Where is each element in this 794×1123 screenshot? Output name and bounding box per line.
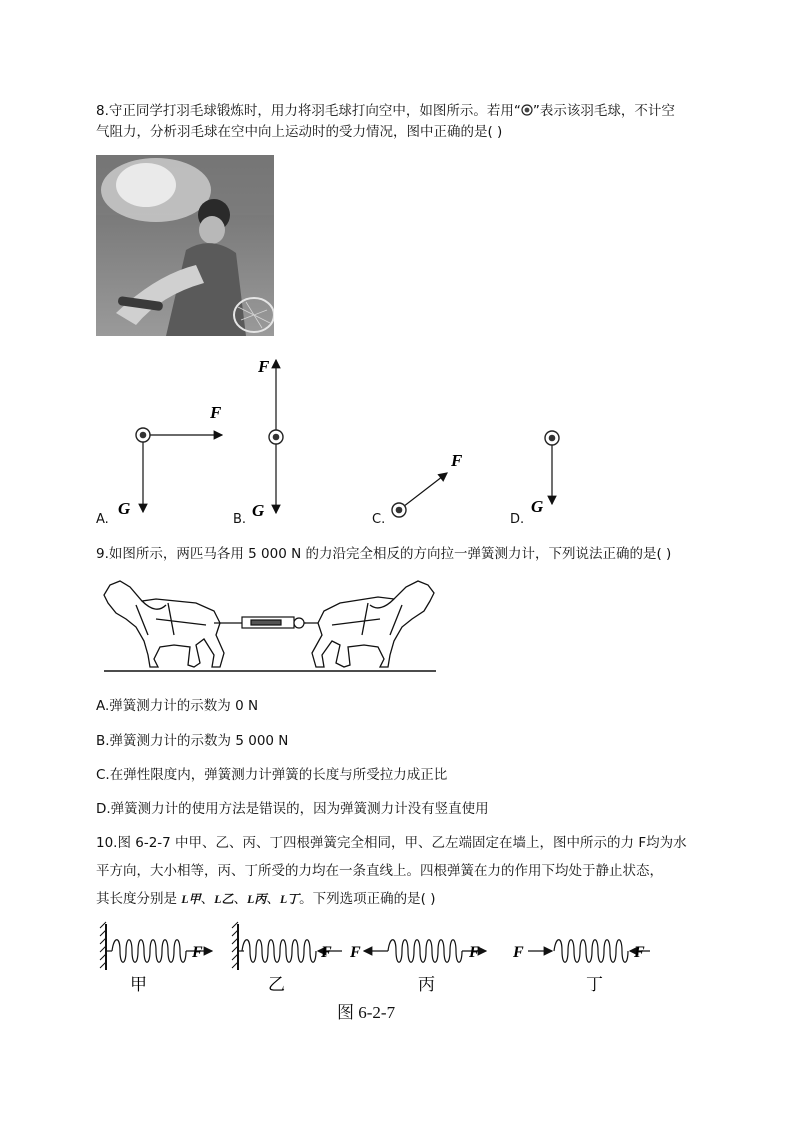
q9-option-a[interactable]: A.弹簧测力计的示数为 0 N	[96, 698, 259, 714]
force-g-label: G	[252, 501, 265, 520]
force-f-label: F	[634, 944, 645, 961]
spring-scale	[214, 617, 328, 628]
q9-option-d[interactable]: D.弹簧测力计的使用方法是错误的，因为弹簧测力计没有竖直使用	[96, 801, 489, 817]
left-horse	[104, 581, 224, 667]
force-f-label: F	[258, 357, 270, 376]
option-d-label[interactable]: D.	[510, 512, 525, 527]
q10-stem-line3-prefix: 其长度分别是	[96, 891, 182, 907]
length-l-jia: L甲	[181, 892, 201, 906]
q8-stem-line2: 气阻力，分析羽毛球在空中向上运动时的受力情况，图中正确的是( )	[96, 124, 503, 140]
force-f-label: F	[321, 944, 332, 961]
figure-caption: 图 6-2-7	[337, 1003, 396, 1022]
right-horse	[312, 581, 434, 667]
force-f-label: F	[469, 944, 480, 961]
q8-stem-part1: 8.守正同学打羽毛球锻炼时，用力将羽毛球打向空中，如图所示。若用“	[96, 103, 521, 119]
option-b-label[interactable]: B.	[233, 512, 247, 527]
shuttlecock-icon	[269, 430, 283, 444]
shuttlecock-icon	[392, 503, 406, 517]
horses-figure	[96, 575, 441, 675]
springs-figure	[96, 920, 666, 1000]
spring-label-jia: 甲	[130, 975, 147, 994]
spring-label-bing: 丙	[418, 975, 435, 994]
force-f-label: F	[350, 944, 361, 961]
q8-stem-part2: ”表示该羽毛球，不计空	[532, 103, 675, 119]
q10-stem-line1: 10.图 6-2-7 中甲、乙、丙、丁四根弹簧完全相同，甲、乙左端固定在墙上，图中所示的力 F均为水	[96, 835, 687, 851]
option-b-diagram[interactable]	[252, 357, 283, 520]
force-f-label: F	[513, 944, 524, 961]
q10-stem-line2: 平方向，大小相等，丙、丁所受的力均在一条直线上。四根弹簧在力的作用下均处于静止状态，	[96, 863, 663, 879]
shuttlecock-icon	[521, 102, 533, 122]
option-c-diagram[interactable]	[392, 451, 463, 517]
force-f-label: F	[210, 403, 222, 422]
shuttlecock-icon	[545, 431, 559, 445]
q9-stem: 9.如图所示，两匹马各用 5 000 N 的力沿完全相反的方向拉一弹簧测力计，下列说法正确的是( )	[96, 546, 672, 562]
option-a-label[interactable]: A.	[96, 512, 109, 527]
badminton-photo	[96, 155, 274, 336]
option-a-diagram[interactable]	[118, 403, 222, 518]
force-g-label: G	[118, 499, 131, 518]
shuttlecock-icon	[136, 428, 150, 442]
spring-jia	[100, 922, 212, 970]
force-f-label: F	[451, 451, 463, 470]
spring-label-yi: 乙	[268, 975, 285, 994]
length-l-yi: L乙	[214, 892, 234, 906]
spring-bing	[349, 940, 486, 963]
q8-options-figure	[90, 352, 690, 532]
force-g-label: G	[531, 497, 544, 516]
q10-stem-line3: 其长度分别是 L甲、L乙、L丙、L丁。下列选项正确的是( )	[96, 891, 436, 907]
q9-option-c[interactable]: C.在弹性限度内，弹簧测力计弹簧的长度与所受拉力成正比	[96, 767, 448, 783]
length-l-ding: L丁	[279, 892, 300, 906]
q10-stem-line3-suffix: 。下列选项正确的是( )	[299, 891, 436, 907]
q9-option-b[interactable]: B.弹簧测力计的示数为 5 000 N	[96, 733, 289, 749]
spring-ding	[512, 940, 650, 963]
spring-yi	[232, 922, 342, 970]
spring-label-ding: 丁	[586, 975, 603, 994]
option-c-label[interactable]: C.	[372, 512, 386, 527]
force-f-label: F	[192, 944, 203, 961]
option-d-diagram[interactable]	[531, 431, 559, 516]
q8-stem-line1	[96, 101, 675, 122]
length-l-bing: L丙	[246, 892, 267, 906]
